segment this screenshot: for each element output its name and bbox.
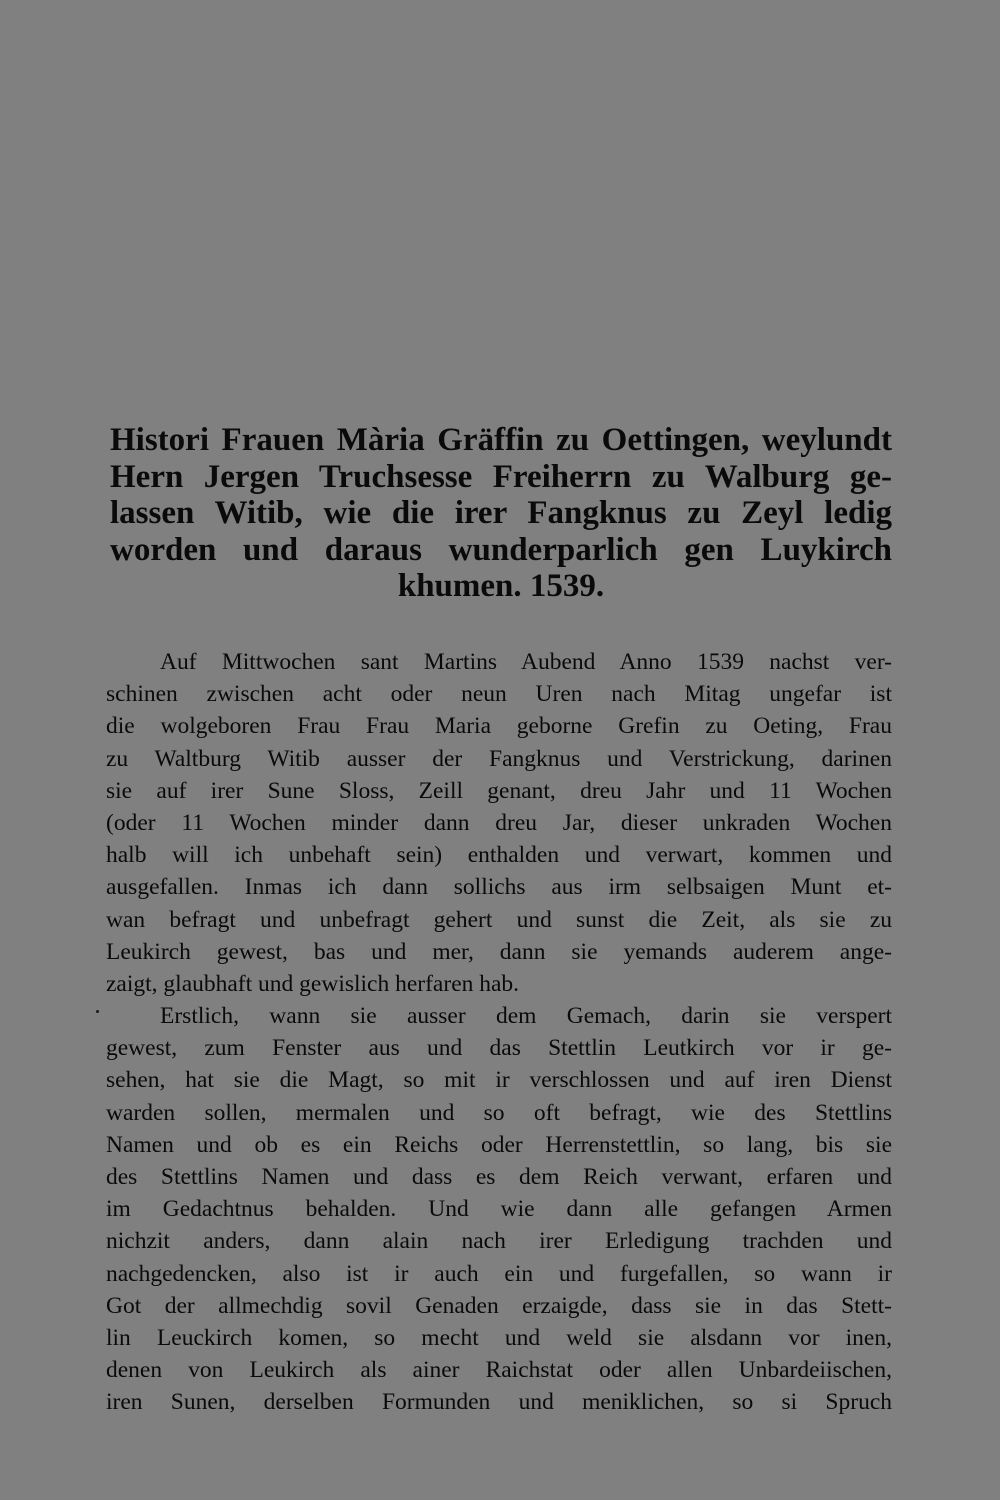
text-line: Namen und ob es ein Reichs oder Herrenstettlin, so lang, bis sie (106, 1131, 892, 1158)
paragraph-1 (106, 646, 892, 1000)
text-line: denen von Leukirch als ainer Raichstat oder allen Unbardeiischen, (106, 1357, 892, 1384)
text-line: halb will ich unbehaft sein) enthalden und verwart, kommen und (106, 842, 892, 869)
margin-dot (96, 1010, 99, 1013)
text-line: im Gedachtnus behalden. Und wie dann alle gefangen Armen (106, 1196, 892, 1223)
text-line: (oder 11 Wochen minder dann dreu Jar, dieser unkraden Wochen (106, 809, 892, 836)
text-line: Erstlich, wann sie ausser dem Gemach, darin sie verspert (160, 1003, 892, 1030)
text-line: Got der allmechdig sovil Genaden erzaigde, dass sie in das Stett- (106, 1292, 892, 1319)
title-line: Histori Frauen Mària Gräffin zu Oettingen, weylundt (110, 422, 892, 458)
paragraph-2 (106, 1000, 892, 1418)
title-line: lassen Witib, wie die irer Fangknus zu Zeyl ledig (110, 495, 892, 531)
title-line: Hern Jergen Truchsesse Freiherrn zu Walburg ge- (110, 458, 892, 495)
title-line: worden und daraus wunderparlich gen Luykirch (110, 531, 892, 568)
text-line: Leukirch gewest, bas und mer, dann sie yemands auderem ange- (106, 938, 892, 965)
document-title (110, 422, 892, 605)
body-text (106, 646, 892, 1419)
text-line: gewest, zum Fenster aus und das Stettlin Leutkirch vor ir ge- (106, 1035, 892, 1062)
text-line: nichzit anders, dann alain nach irer Erledigung trachden und (106, 1228, 892, 1255)
text-line: des Stettlins Namen und dass es dem Reich verwant, erfaren und (106, 1164, 892, 1190)
text-line: sie auf irer Sune Sloss, Zeill genant, dreu Jahr und 11 Wochen (106, 777, 892, 804)
text-line: nachgedencken, also ist ir auch ein und furgefallen, so wann ir (106, 1260, 892, 1287)
text-line: lin Leuckirch komen, so mecht und weld sie alsdann vor inen, (106, 1324, 892, 1351)
text-line: warden sollen, mermalen und so oft befragt, wie des Stettlins (106, 1099, 892, 1126)
text-line: die wolgeboren Frau Frau Maria geborne Grefin zu Oeting, Frau (106, 713, 892, 740)
text-line: Auf Mittwochen sant Martins Aubend Anno 1539 nachst ver- (160, 649, 892, 675)
text-line: wan befragt und unbefragt gehert und sunst die Zeit, als sie zu (106, 906, 892, 933)
text-line: zaigt, glaubhaft und gewislich herfaren hab. (106, 970, 520, 997)
text-line: schinen zwischen acht oder neun Uren nach Mitag ungefar ist (106, 681, 892, 708)
text-line: ausgefallen. Inmas ich dann sollichs aus irm selbsaigen Munt et- (106, 874, 892, 901)
title-line: khumen. 1539. (397, 568, 605, 604)
text-line: sehen, hat sie die Magt, so mit ir verschlossen und auf iren Dienst (106, 1067, 892, 1094)
text-line: iren Sunen, derselben Formunden und meniklichen, so si Spruch (106, 1389, 892, 1416)
text-line: zu Waltburg Witib ausser der Fangknus und Verstrickung, darinen (106, 745, 892, 772)
